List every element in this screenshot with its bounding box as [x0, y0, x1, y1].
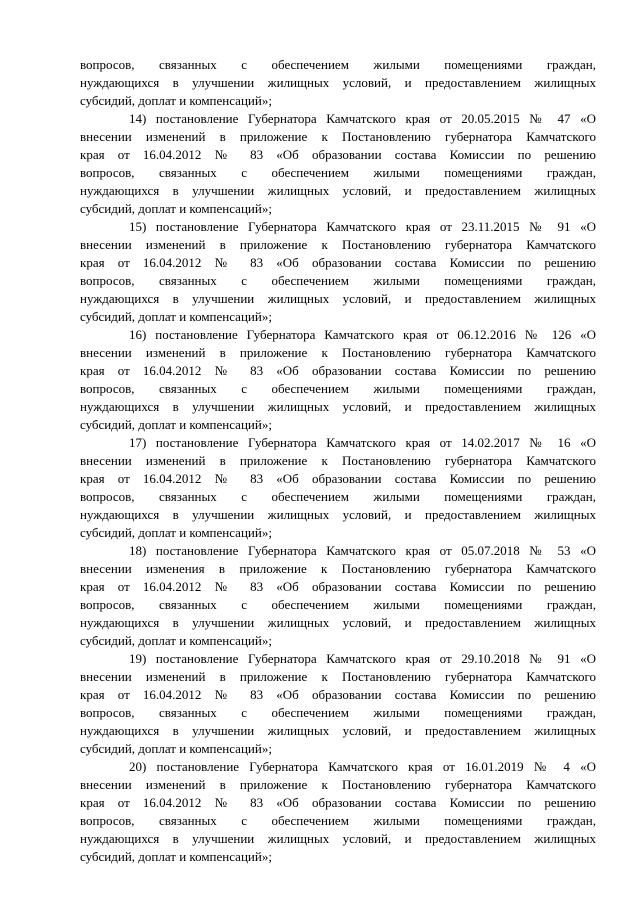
text-line: нуждающихся в улучшении жилищных условий, и предоставлением жилищных [80, 507, 596, 522]
text-line: 20) постановление Губернатора Камчатского края от 16.01.2019 № 4 «О [129, 759, 596, 774]
text-line: внесении изменений в приложение к Постановлению губернатора Камчатского [80, 669, 596, 684]
text-line: нуждающихся в улучшении жилищных условий, и предоставлением жилищных [80, 831, 596, 846]
text-line: нуждающихся в улучшении жилищных условий, и предоставлением жилищных [80, 183, 596, 198]
text-line: 17) постановление Губернатора Камчатского края от 14.02.2017 № 16 «О [129, 435, 596, 450]
text-line: субсидий, доплат и компенсаций»; [80, 849, 272, 864]
text-line: вопросов, связанных с обеспечением жилыми помещениями граждан, [80, 813, 596, 828]
paragraph-continuation [80, 56, 596, 110]
text-line: 18) постановление Губернатора Камчатского края от 05.07.2018 № 53 «О [129, 543, 596, 558]
text-line: края от 16.04.2012 № 83 «Об образовании состава Комиссии по решению [80, 255, 596, 270]
list-item-20 [80, 758, 596, 866]
text-line: внесении изменений в приложение к Постановлению губернатора Камчатского [80, 345, 596, 360]
text-line: субсидий, доплат и компенсаций»; [80, 633, 272, 648]
list-item-18 [80, 542, 596, 650]
text-line: внесении изменений в приложение к Постановлению губернатора Камчатского [80, 237, 596, 252]
text-line: нуждающихся в улучшении жилищных условий, и предоставлением жилищных [80, 399, 596, 414]
text-line: вопросов, связанных с обеспечением жилыми помещениями граждан, [80, 57, 596, 72]
list-item-17 [80, 434, 596, 542]
text-line: субсидий, доплат и компенсаций»; [80, 201, 272, 216]
text-line: вопросов, связанных с обеспечением жилыми помещениями граждан, [80, 489, 596, 504]
text-line: субсидий, доплат и компенсаций»; [80, 525, 272, 540]
text-line: 19) постановление Губернатора Камчатского края от 29.10.2018 № 91 «О [129, 651, 596, 666]
text-line: субсидий, доплат и компенсаций»; [80, 417, 272, 432]
list-item-14 [80, 110, 596, 218]
text-line: вопросов, связанных с обеспечением жилыми помещениями граждан, [80, 597, 596, 612]
list-item-19 [80, 650, 596, 758]
text-line: края от 16.04.2012 № 83 «Об образовании состава Комиссии по решению [80, 795, 596, 810]
text-line: 16) постановление Губернатора Камчатского края от 06.12.2016 № 126 «О [129, 327, 596, 342]
text-line: 14) постановление Губернатора Камчатского края от 20.05.2015 № 47 «О [129, 111, 596, 126]
document-body [80, 56, 596, 866]
text-line: внесении изменений в приложение к Постановлению губернатора Камчатского [80, 453, 596, 468]
text-line: внесении изменений в приложение к Постановлению губернатора Камчатского [80, 777, 596, 792]
text-line: субсидий, доплат и компенсаций»; [80, 93, 272, 108]
text-line: края от 16.04.2012 № 83 «Об образовании состава Комиссии по решению [80, 363, 596, 378]
text-line: нуждающихся в улучшении жилищных условий, и предоставлением жилищных [80, 75, 596, 90]
text-line: субсидий, доплат и компенсаций»; [80, 309, 272, 324]
text-line: внесении изменений в приложение к Постановлению губернатора Камчатского [80, 129, 596, 144]
text-line: края от 16.04.2012 № 83 «Об образовании состава Комиссии по решению [80, 471, 596, 486]
text-line: вопросов, связанных с обеспечением жилыми помещениями граждан, [80, 381, 596, 396]
list-item-15 [80, 218, 596, 326]
text-line: вопросов, связанных с обеспечением жилыми помещениями граждан, [80, 165, 596, 180]
text-line: внесении изменения в приложение к Постановлению губернатора Камчатского [80, 561, 596, 576]
text-line: субсидий, доплат и компенсаций»; [80, 741, 272, 756]
text-line: 15) постановление Губернатора Камчатского края от 23.11.2015 № 91 «О [129, 219, 596, 234]
text-line: нуждающихся в улучшении жилищных условий, и предоставлением жилищных [80, 291, 596, 306]
text-line: вопросов, связанных с обеспечением жилыми помещениями граждан, [80, 273, 596, 288]
text-line: нуждающихся в улучшении жилищных условий, и предоставлением жилищных [80, 615, 596, 630]
text-line: края от 16.04.2012 № 83 «Об образовании состава Комиссии по решению [80, 579, 596, 594]
text-line: края от 16.04.2012 № 83 «Об образовании состава Комиссии по решению [80, 147, 596, 162]
text-line: нуждающихся в улучшении жилищных условий, и предоставлением жилищных [80, 723, 596, 738]
text-line: вопросов, связанных с обеспечением жилыми помещениями граждан, [80, 705, 596, 720]
text-line: края от 16.04.2012 № 83 «Об образовании состава Комиссии по решению [80, 687, 596, 702]
list-item-16 [80, 326, 596, 434]
